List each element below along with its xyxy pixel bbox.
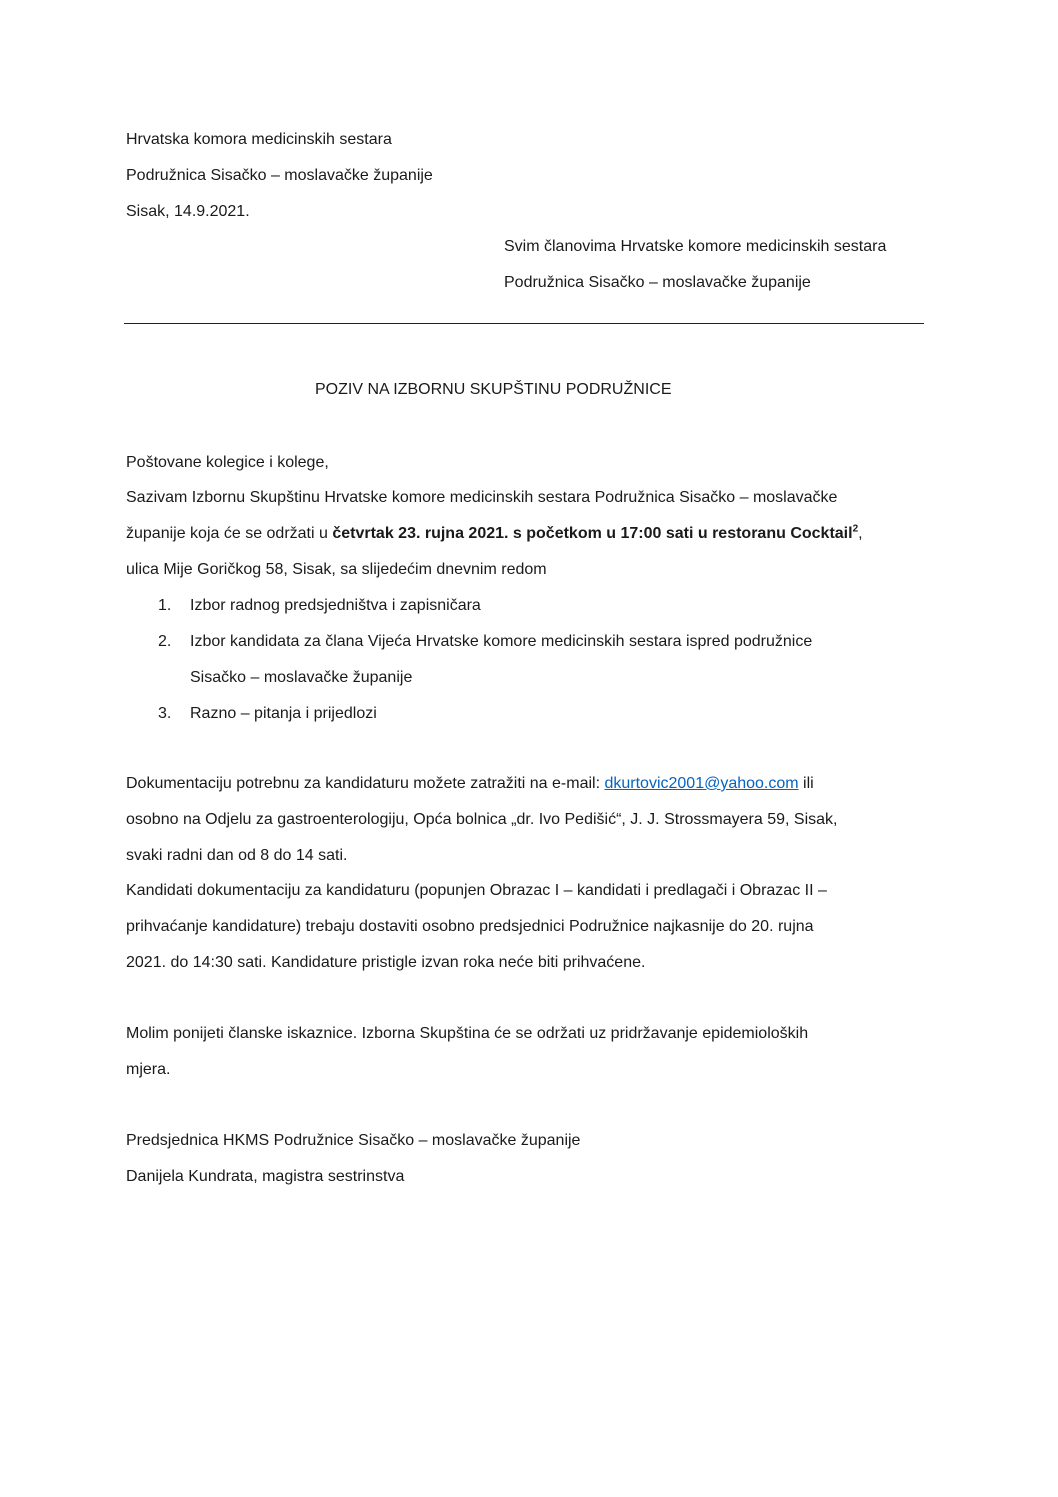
agenda-number-2: 2. — [158, 633, 172, 650]
docs-line-1-post: ili — [798, 775, 814, 792]
header-org: Hrvatska komora medicinskih sestara — [126, 131, 392, 148]
header-divider — [124, 323, 924, 324]
header-branch: Podružnica Sisačko – moslavačke županije — [126, 167, 433, 184]
agenda-item-2: Izbor kandidata za člana Vijeća Hrvatske komore medicinskih sestara ispred podružnice — [190, 633, 813, 650]
agenda-number-1: 1. — [158, 597, 172, 614]
document-title: POZIV NA IZBORNU SKUPŠTINU PODRUŽNICE — [315, 381, 672, 398]
signature-name: Danijela Kundrata, magistra sestrinstva — [126, 1168, 405, 1185]
agenda-number-3: 3. — [158, 705, 172, 722]
recipient-line-1: Svim članovima Hrvatske komore medicinskih sestara — [504, 238, 887, 255]
docs-line-6: 2021. do 14:30 sati. Kandidature pristigle izvan roka neće biti prihvaćene. — [126, 954, 646, 971]
closing-line-1: Molim ponijeti članske iskaznice. Izborna Skupština će se održati uz pridržavanje epidemioloških — [126, 1025, 809, 1042]
greeting: Poštovane kolegice i kolege, — [126, 454, 329, 471]
docs-line-3: svaki radni dan od 8 do 14 sati. — [126, 847, 348, 864]
meeting-details: četvrtak 23. rujna 2021. s početkom u 17:00 sati u restoranu Cocktail — [332, 525, 853, 542]
intro-line-2-post: , — [858, 525, 863, 542]
closing-line-2: mjera. — [126, 1061, 171, 1078]
docs-line-1 — [126, 774, 814, 794]
footnote-marker: 2 — [852, 523, 859, 535]
intro-line-1: Sazivam Izbornu Skupštinu Hrvatske komore medicinskih sestara Podružnica Sisačko – moslavačke — [126, 489, 838, 506]
signature-title: Predsjednica HKMS Podružnice Sisačko – moslavačke županije — [126, 1132, 581, 1149]
intro-line-2 — [126, 524, 863, 544]
email-link[interactable]: dkurtovic2001@yahoo.com — [604, 775, 799, 792]
agenda-item-2-continued: Sisačko – moslavačke županije — [190, 669, 413, 686]
docs-line-2: osobno na Odjelu za gastroenterologiju, Opća bolnica „dr. Ivo Pedišić“, J. J. Strossmayera 59, Sisak, — [126, 811, 838, 828]
recipient-line-2: Podružnica Sisačko – moslavačke županije — [504, 274, 811, 291]
intro-line-3: ulica Mije Goričkog 58, Sisak, sa slijedećim dnevnim redom — [126, 561, 547, 578]
docs-line-1-pre: Dokumentaciju potrebnu za kandidaturu možete zatražiti na e-mail: — [126, 775, 605, 792]
agenda-item-3: Razno – pitanja i prijedlozi — [190, 705, 377, 722]
intro-line-2-pre: županije koja će se održati u — [126, 525, 333, 542]
agenda-item-1: Izbor radnog predsjedništva i zapisničara — [190, 597, 481, 614]
header-place-date: Sisak, 14.9.2021. — [126, 203, 250, 220]
docs-line-4: Kandidati dokumentaciju za kandidaturu (popunjen Obrazac I – kandidati i predlagači i Obrazac II – — [126, 882, 827, 899]
docs-line-5: prihvaćanje kandidature) trebaju dostaviti osobno predsjednici Podružnice najkasnije do 20. rujna — [126, 918, 814, 935]
